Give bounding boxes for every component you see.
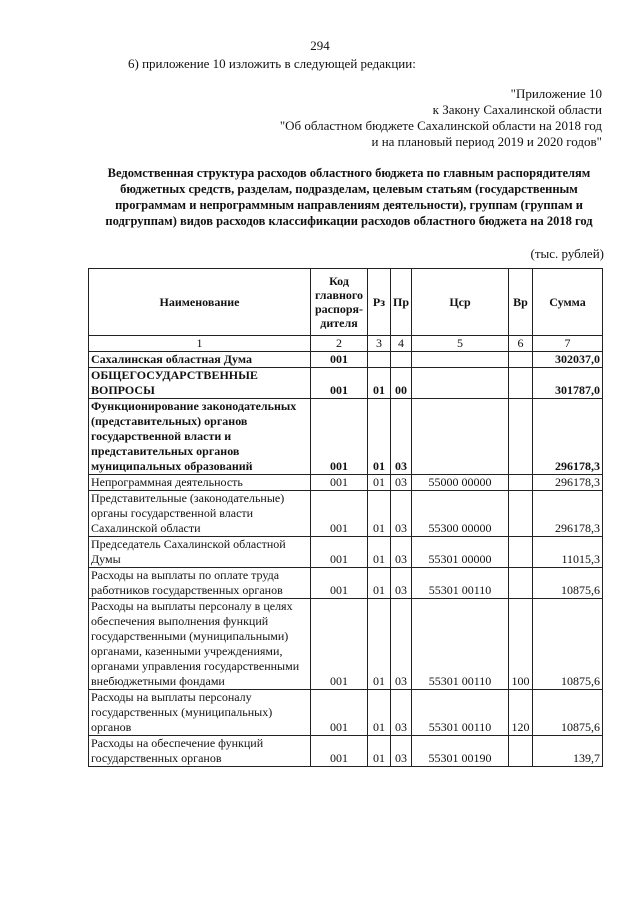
table-row (89, 475, 603, 491)
row-rz: 01 (368, 475, 391, 491)
column-number: 3 (368, 336, 391, 352)
title-line: бюджетных средств, разделам, подразделам, целевым статьям (государственным (120, 182, 578, 196)
row-vr (509, 475, 533, 491)
row-code: 001 (311, 599, 368, 690)
appendix-line: и на плановый период 2019 и 2020 годов" (371, 134, 602, 149)
row-csr: 55301 00000 (412, 537, 509, 568)
row-vr (509, 491, 533, 537)
row-csr: 55300 00000 (412, 491, 509, 537)
column-number: 5 (412, 336, 509, 352)
row-pr: 00 (391, 368, 412, 399)
row-vr (509, 352, 533, 368)
row-sum: 296178,3 (533, 491, 603, 537)
table-row (89, 368, 603, 399)
document-title (86, 165, 612, 229)
row-pr: 03 (391, 568, 412, 599)
column-number: 4 (391, 336, 412, 352)
row-code: 001 (311, 399, 368, 475)
appendix-line: "Об областном бюджете Сахалинской области на 2018 год (279, 118, 602, 133)
row-code: 001 (311, 352, 368, 368)
row-sum: 302037,0 (533, 352, 603, 368)
header-vr: Вр (509, 269, 533, 336)
header-rz: Рз (368, 269, 391, 336)
row-name: Представительные (законодательные) органы государственной власти Сахалинской области (89, 491, 311, 537)
row-pr: 03 (391, 491, 412, 537)
row-name: Расходы на выплаты персоналу в целях обеспечения выполнения функций государственными (муниципальными) органами, казенными учреждениями, органами управления государственными внебюджетными фондами (89, 599, 311, 690)
row-vr: 120 (509, 690, 533, 736)
row-pr: 03 (391, 599, 412, 690)
row-code: 001 (311, 368, 368, 399)
row-rz: 01 (368, 599, 391, 690)
row-code: 001 (311, 475, 368, 491)
row-csr: 55301 00110 (412, 599, 509, 690)
row-sum: 139,7 (533, 736, 603, 767)
row-vr (509, 537, 533, 568)
row-code: 001 (311, 537, 368, 568)
intro-text: 6) приложение 10 изложить в следующей редакции: (128, 56, 416, 71)
row-code: 001 (311, 491, 368, 537)
row-csr (412, 399, 509, 475)
row-pr: 03 (391, 690, 412, 736)
header-code: Код главного распоря-дителя (311, 269, 368, 336)
title-line: подгруппам) видов расходов классификации расходов областного бюджета на 2018 год (105, 214, 593, 228)
row-sum: 296178,3 (533, 475, 603, 491)
row-sum: 11015,3 (533, 537, 603, 568)
row-csr: 55000 00000 (412, 475, 509, 491)
column-number: 2 (311, 336, 368, 352)
table-row (89, 568, 603, 599)
row-rz: 01 (368, 368, 391, 399)
row-csr: 55301 00110 (412, 568, 509, 599)
table-row (89, 599, 603, 690)
appendix-reference (280, 86, 602, 150)
column-number: 7 (533, 336, 603, 352)
row-rz: 01 (368, 399, 391, 475)
row-code: 001 (311, 568, 368, 599)
row-vr (509, 399, 533, 475)
header-row (89, 269, 603, 336)
table-row (89, 491, 603, 537)
table-row (89, 537, 603, 568)
row-name: Расходы на обеспечение функций государственных органов (89, 736, 311, 767)
row-csr: 55301 00110 (412, 690, 509, 736)
row-sum: 296178,3 (533, 399, 603, 475)
row-pr: 03 (391, 399, 412, 475)
expenditure-table (88, 268, 603, 767)
column-number-row (89, 336, 603, 352)
row-rz: 01 (368, 491, 391, 537)
column-number: 1 (89, 336, 311, 352)
title-line: программам и непрограммным направлениям деятельности), группам (группам и (115, 198, 583, 212)
header-sum: Сумма (533, 269, 603, 336)
row-pr: 03 (391, 736, 412, 767)
row-code: 001 (311, 736, 368, 767)
row-sum: 10875,6 (533, 690, 603, 736)
row-rz: 01 (368, 537, 391, 568)
appendix-line: к Закону Сахалинской области (432, 102, 602, 117)
row-pr: 03 (391, 537, 412, 568)
row-sum: 10875,6 (533, 568, 603, 599)
row-pr: 03 (391, 475, 412, 491)
row-pr (391, 352, 412, 368)
page-number: 294 (310, 38, 330, 53)
row-rz: 01 (368, 568, 391, 599)
row-sum: 10875,6 (533, 599, 603, 690)
row-name: ОБЩЕГОСУДАРСТВЕННЫЕ ВОПРОСЫ (89, 368, 311, 399)
row-name: Расходы на выплаты персоналу государственных (муниципальных) органов (89, 690, 311, 736)
table-row (89, 399, 603, 475)
appendix-line: "Приложение 10 (510, 86, 602, 101)
row-sum: 301787,0 (533, 368, 603, 399)
table-row (89, 690, 603, 736)
row-code: 001 (311, 690, 368, 736)
row-vr (509, 568, 533, 599)
row-name: Непрограммная деятельность (89, 475, 311, 491)
row-vr: 100 (509, 599, 533, 690)
row-name: Расходы на выплаты по оплате труда работников государственных органов (89, 568, 311, 599)
header-name: Наименование (89, 269, 311, 336)
row-csr: 55301 00190 (412, 736, 509, 767)
row-vr (509, 736, 533, 767)
row-rz (368, 352, 391, 368)
title-line: Ведомственная структура расходов областного бюджета по главным распорядителям (107, 166, 591, 180)
row-name: Председатель Сахалинской областной Думы (89, 537, 311, 568)
table-row (89, 352, 603, 368)
header-pr: Пр (391, 269, 412, 336)
row-csr (412, 368, 509, 399)
row-name: Функционирование законодательных (представительных) органов государственной власти и представительных органов муниципальных образований (89, 399, 311, 475)
table-body (89, 352, 603, 767)
table-row (89, 736, 603, 767)
row-rz: 01 (368, 690, 391, 736)
column-number: 6 (509, 336, 533, 352)
units-label: (тыс. рублей) (530, 246, 604, 261)
row-csr (412, 352, 509, 368)
header-csr: Цср (412, 269, 509, 336)
row-vr (509, 368, 533, 399)
row-name: Сахалинская областная Дума (89, 352, 311, 368)
row-rz: 01 (368, 736, 391, 767)
